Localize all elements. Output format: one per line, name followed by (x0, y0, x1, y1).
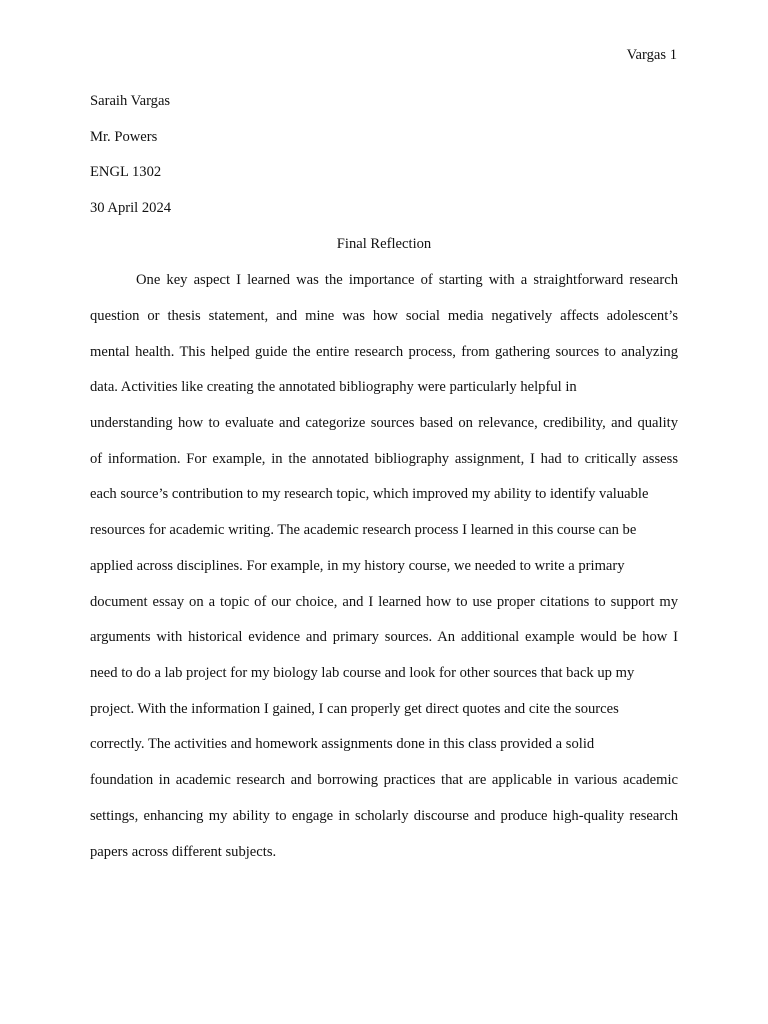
paragraph-line: One key aspect I learned was the importance of starting with a straightforward research (136, 272, 678, 288)
paragraph-line: need to do a lab project for my biology lab course and look for other sources that back up my (90, 665, 635, 681)
paragraph-line: foundation in academic research and borrowing practices that are applicable in various academic (90, 772, 678, 788)
paragraph-line: arguments with historical evidence and primary sources. An additional example would be how I (90, 629, 678, 645)
page-title: Final Reflection (336, 236, 432, 252)
paragraph-line: correctly. The activities and homework assignments done in this class provided a solid (90, 736, 595, 752)
paragraph-line: papers across different subjects. (90, 844, 277, 860)
running-head: Vargas 1 (626, 47, 677, 63)
course-name: ENGL 1302 (90, 164, 162, 180)
date: 30 April 2024 (90, 200, 172, 216)
paragraph-line: understanding how to evaluate and categorize sources based on relevance, credibility, and quality (90, 415, 678, 431)
paragraph-line: document essay on a topic of our choice, and I learned how to use proper citations to support my (90, 594, 678, 610)
paragraph-line: mental health. This helped guide the entire research process, from gathering sources to analyzing (90, 344, 678, 360)
paragraph-line: project. With the information I gained, I can properly get direct quotes and cite the sources (90, 701, 619, 717)
paragraph-line: settings, enhancing my ability to engage in scholarly discourse and produce high-quality research (90, 808, 678, 824)
paragraph-line: applied across disciplines. For example, in my history course, we needed to write a primary (90, 558, 625, 574)
paragraph-line: data. Activities like creating the annotated bibliography were particularly helpful in (90, 379, 577, 395)
student-name: Saraih Vargas (90, 93, 171, 109)
instructor-name: Mr. Powers (90, 129, 158, 145)
paragraph-line: each source’s contribution to my research topic, which improved my ability to identify valuable (90, 486, 649, 502)
paragraph-line: of information. For example, in the annotated bibliography assignment, I had to critically assess (90, 451, 678, 467)
paragraph-line: resources for academic writing. The academic research process I learned in this course can be (90, 522, 637, 538)
paragraph-line: question or thesis statement, and mine was how social media negatively affects adolescent’s (90, 308, 678, 324)
